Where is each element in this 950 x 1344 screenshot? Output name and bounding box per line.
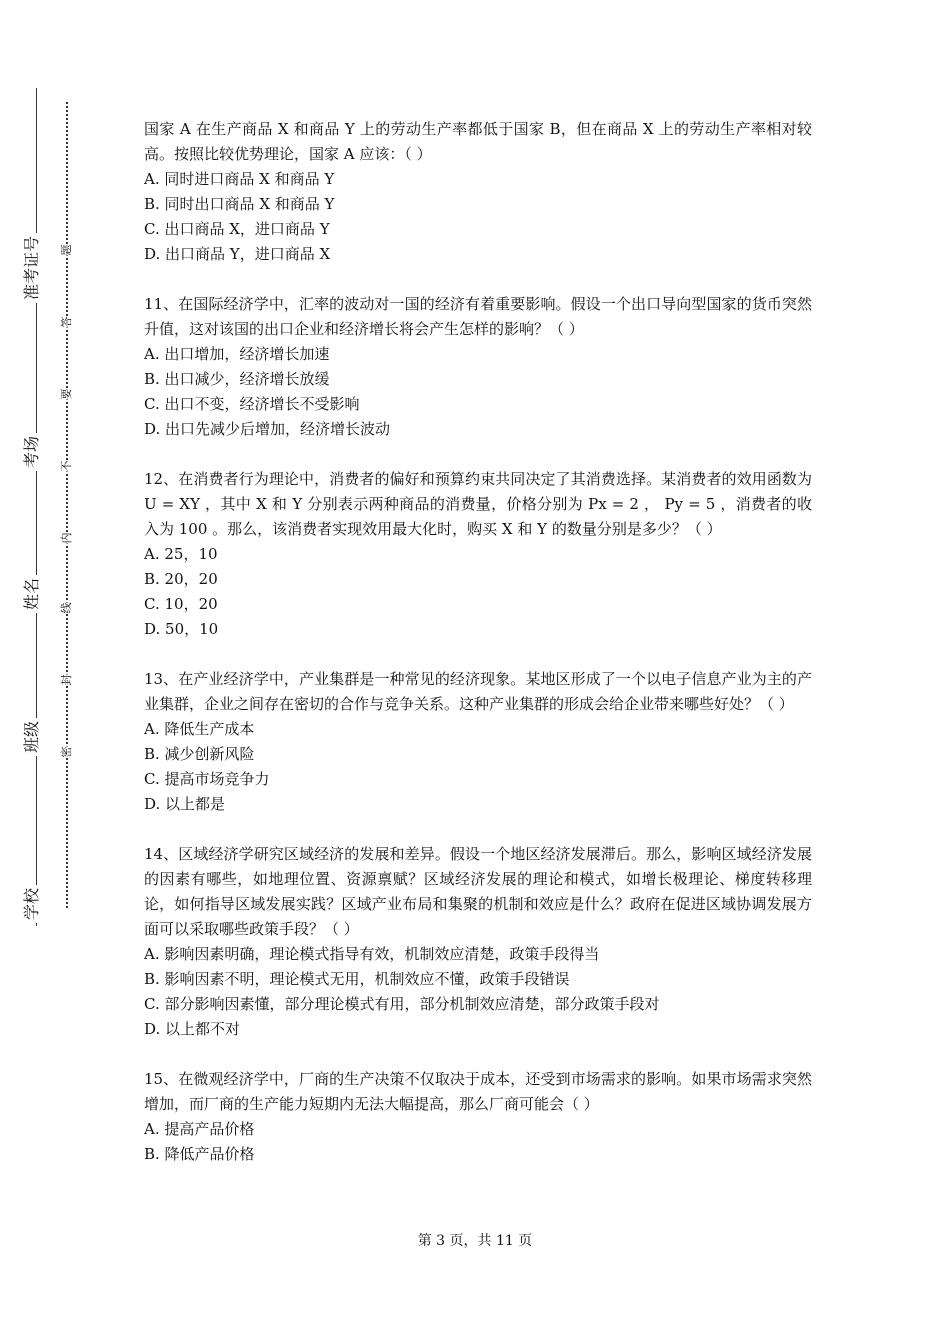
question-10 [144, 117, 812, 267]
question-12 [144, 467, 812, 642]
question-15 [144, 1067, 812, 1167]
option-b: B. 20，20 [144, 570, 218, 588]
option-d: D. 以上都是 [144, 795, 226, 813]
question-stem: 国家 A 在生产商品 X 和商品 Y 上的劳动生产率都低于国家 B，但在商品 X 上的劳动生产率相对较高。按照比较优势理论，国家 A 应该：（ ） [144, 120, 812, 163]
option-a: A. 同时进口商品 X 和商品 Y [144, 170, 335, 188]
question-stem: 11、在国际经济学中，汇率的波动对一国的经济有着重要影响。假设一个出口导向型国家的货币突然升值，这对该国的出口企业和经济增长将会产生怎样的影响？（ ） [144, 295, 812, 338]
option-d: D. 出口先减少后增加，经济增长波动 [144, 420, 391, 438]
binding-dotted-line [66, 102, 68, 908]
option-b: B. 同时出口商品 X 和商品 Y [144, 195, 335, 213]
option-a: A. 降低生产成本 [144, 720, 255, 738]
option-a: A. 25，10 [144, 545, 218, 563]
option-a: A. 提高产品价格 [144, 1120, 255, 1138]
question-13 [144, 667, 812, 817]
option-b: B. 影响因素不明，理论模式无用，机制效应不懂，政策手段错误 [144, 970, 570, 988]
option-d: D. 以上都不对 [144, 1020, 241, 1038]
option-c: C. 出口不变，经济增长不受影响 [144, 395, 360, 413]
option-d: D. 50，10 [144, 620, 219, 638]
question-11 [144, 292, 812, 442]
option-b: B. 降低产品价格 [144, 1145, 255, 1163]
question-stem: 14、区域经济学研究区域经济的发展和差异。假设一个地区经济发展滞后。那么，影响区域经济发展的因素有哪些，如地理位置、资源禀赋？区域经济发展的理论和模式，如增长极理论、梯度转移理论，如何指导区域发展实践？区域产业布局和集聚的机制和效应是什么？政府在促进区域协调发展方面可以采取哪些政策手段？（ ） [144, 845, 812, 938]
option-c: C. 出口商品 X，进口商品 Y [144, 220, 330, 238]
option-a: A. 出口增加，经济增长加速 [144, 345, 330, 363]
question-14 [144, 842, 812, 1042]
question-stem: 15、在微观经济学中，厂商的生产决策不仅取决于成本，还受到市场需求的影响。如果市场需求突然增加，而厂商的生产能力短期内无法大幅提高，那么厂商可能会（ ） [144, 1070, 812, 1113]
option-b: B. 出口减少，经济增长放缓 [144, 370, 330, 388]
question-stem: 12、在消费者行为理论中，消费者的偏好和预算约束共同决定了其消费选择。某消费者的效用函数为 U = XY ，其中 X 和 Y 分别表示两种商品的消费量，价格分别为 Px = 2 ， Py = 5 ，消费者的收入为 100 。那么，该消费者实现效用最大化时，购买 X 和 Y 的数量分别是多少？（ ） [144, 470, 812, 538]
option-d: D. 出口商品 Y，进口商品 X [144, 245, 331, 263]
question-list [144, 117, 812, 1192]
option-c: C. 提高市场竞争力 [144, 770, 270, 788]
option-a: A. 影响因素明确，理论模式指导有效，机制效应清楚，政策手段得当 [144, 945, 600, 963]
option-c: C. 10，20 [144, 595, 218, 613]
option-b: B. 减少创新风险 [144, 745, 255, 763]
question-stem: 13、在产业经济学中，产业集群是一种常见的经济现象。某地区形成了一个以电子信息产业为主的产业集群，企业之间存在密切的合作与竞争关系。这种产业集群的形成会给企业带来哪些好处？（ ） [144, 670, 812, 713]
binding-solid-line [36, 88, 37, 926]
option-c: C. 部分影响因素懂，部分理论模式有用，部分机制效应清楚，部分政策手段对 [144, 995, 660, 1013]
page-footer: 第 3 页，共 11 页 [417, 1233, 533, 1249]
